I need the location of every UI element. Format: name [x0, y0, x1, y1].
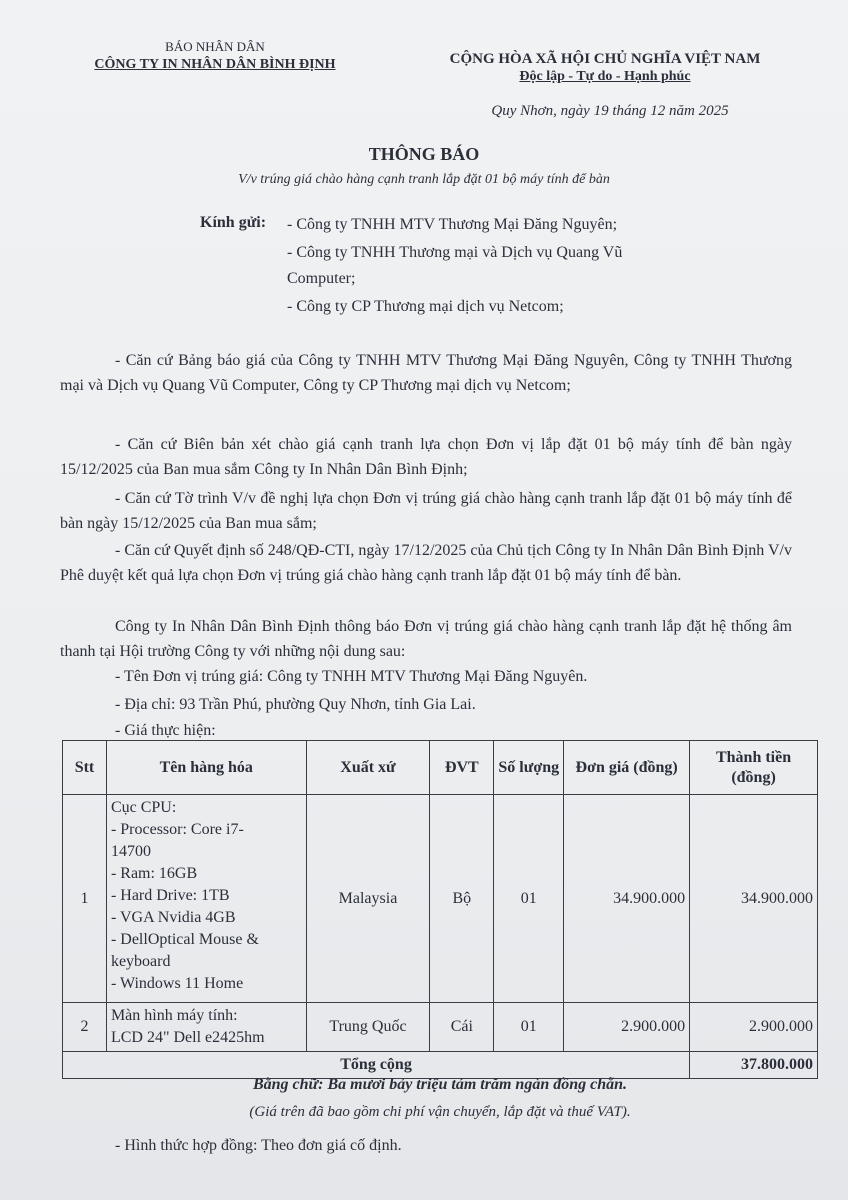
cell-origin: Trung Quốc — [306, 1003, 430, 1052]
header-qty: Số lượng — [494, 741, 564, 795]
address-line: - Địa chỉ: 93 Trần Phú, phường Quy Nhơn, tỉnh Gia Lai. — [115, 696, 476, 713]
legal-basis-paragraph: - Căn cứ Bảng báo giá của Công ty TNHH MTV Thương Mại Đăng Nguyên, Công ty TNHH Thương mại và Dịch vụ Quang Vũ Computer, Công ty CP Thương mại dịch vụ Netcom; — [60, 352, 792, 394]
issuer-block — [60, 38, 370, 74]
contract-form-line: - Hình thức hợp đồng: Theo đơn giá cố định. — [115, 1137, 402, 1154]
national-header — [405, 50, 805, 86]
cell-name — [106, 795, 306, 1003]
cell-origin: Malaysia — [306, 795, 430, 1003]
header-total: Thành tiền (đồng) — [690, 741, 818, 795]
amount-in-words: Bằng chữ: Ba mươi bảy triệu tám trăm ngàn đồng chẵn. — [252, 1076, 628, 1093]
winner-line: - Tên Đơn vị trúng giá: Công ty TNHH MTV Thương Mại Đăng Nguyên. — [115, 668, 588, 685]
cell-price: 34.900.000 — [564, 795, 690, 1003]
cell-unit: Cái — [430, 1003, 494, 1052]
name-line: keyboard — [110, 953, 171, 970]
header-name: Tên hàng hóa — [106, 741, 306, 795]
legal-basis-paragraph: - Căn cứ Tờ trình V/v đề nghị lựa chọn Đơn vị trúng giá chào hàng cạnh tranh lắp đặt 01 bộ máy tính để bàn ngày 15/12/2025 của Ban mua sắm; — [60, 490, 792, 532]
table-row — [63, 1003, 818, 1052]
table-row — [63, 795, 818, 1003]
cell-stt: 1 — [63, 795, 107, 1003]
header-unit: ĐVT — [430, 741, 494, 795]
date-line: Quy Nhơn, ngày 19 tháng 12 năm 2025 — [491, 103, 729, 119]
name-line: Màn hình máy tính: — [110, 1007, 238, 1024]
legal-basis-paragraph: - Căn cứ Biên bản xét chào giá cạnh tranh lựa chọn Đơn vị lắp đặt 01 bộ máy tính để bàn ngày 15/12/2025 của Ban mua sắm Công ty In Nhân Dân Bình Định; — [60, 436, 792, 478]
table-total-row — [63, 1052, 818, 1079]
goods-table — [62, 740, 818, 1079]
name-line: 14700 — [110, 843, 151, 860]
country-name: CỘNG HÒA XÃ HỘI CHỦ NGHĨA VIỆT NAM — [449, 51, 761, 67]
recipient-item: Computer; — [287, 270, 356, 287]
recipients-label: Kính gửi: — [200, 214, 267, 231]
cell-qty: 01 — [494, 795, 564, 1003]
recipient-item: - Công ty CP Thương mại dịch vụ Netcom; — [287, 298, 564, 315]
document-subtitle: V/v trúng giá chào hàng cạnh tranh lắp đặt 01 bộ máy tính để bàn — [238, 172, 610, 187]
name-line: - VGA Nvidia 4GB — [110, 909, 236, 926]
parent-organization: BÁO NHÂN DÂN — [165, 39, 265, 54]
cell-unit: Bộ — [430, 795, 494, 1003]
table-header-row — [63, 741, 818, 795]
cell-price: 2.900.000 — [564, 1003, 690, 1052]
cell-qty: 01 — [494, 1003, 564, 1052]
document-title: THÔNG BÁO — [368, 144, 480, 164]
header-price: Đơn giá (đồng) — [564, 741, 690, 795]
announcement-paragraph: Công ty In Nhân Dân Bình Định thông báo Đơn vị trúng giá chào hàng cạnh tranh lắp đặt hệ thống âm thanh tại Hội trường Công ty với những nội dung sau: — [60, 618, 792, 660]
header-origin: Xuất xứ — [306, 741, 430, 795]
price-label: - Giá thực hiện: — [115, 722, 216, 739]
cell-stt: 2 — [63, 1003, 107, 1052]
header-stt: Stt — [63, 741, 107, 795]
legal-basis-paragraph: - Căn cứ Quyết định số 248/QĐ-CTI, ngày 17/12/2025 của Chủ tịch Công ty In Nhân Dân Bình Định V/v Phê duyệt kết quả lựa chọn Đơn vị trúng giá chào hàng cạnh tranh lắp đặt 01 bộ máy tính để bàn. — [60, 542, 792, 584]
cell-total: 34.900.000 — [690, 795, 818, 1003]
recipient-item: - Công ty TNHH Thương mại và Dịch vụ Quang Vũ — [287, 244, 623, 261]
recipient-item: - Công ty TNHH MTV Thương Mại Đăng Nguyên; — [287, 216, 618, 233]
name-line: Cục CPU: — [110, 799, 177, 816]
national-motto: Độc lập - Tự do - Hạnh phúc — [519, 69, 691, 84]
organization-name: CÔNG TY IN NHÂN DÂN BÌNH ĐỊNH — [94, 57, 336, 72]
name-line: - DellOptical Mouse & — [110, 931, 259, 948]
price-note: (Giá trên đã bao gồm chi phí vận chuyển, lắp đặt và thuế VAT). — [249, 1104, 631, 1120]
name-line: LCD 24" Dell e2425hm — [110, 1029, 265, 1046]
cell-total: 2.900.000 — [690, 1003, 818, 1052]
name-line: - Ram: 16GB — [110, 865, 198, 882]
total-label: Tổng cộng — [63, 1052, 690, 1079]
cell-name — [106, 1003, 306, 1052]
name-line: - Windows 11 Home — [110, 975, 244, 992]
name-line: - Processor: Core i7- — [110, 821, 244, 838]
name-line: - Hard Drive: 1TB — [110, 887, 230, 904]
total-value: 37.800.000 — [690, 1052, 818, 1079]
